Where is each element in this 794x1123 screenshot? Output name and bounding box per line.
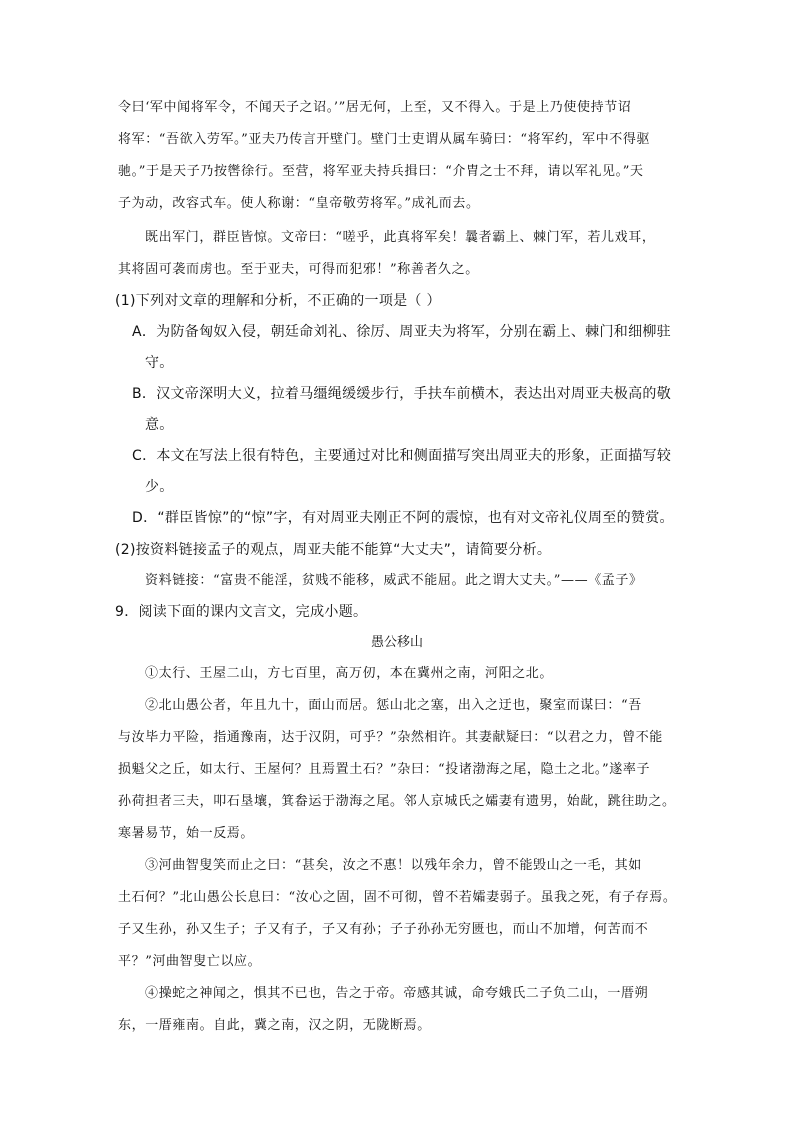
- option-c-cont: 少。: [145, 479, 174, 495]
- paragraph-2-line: 与汝毕力平险，指通豫南，达于汉阴，可乎？”杂然相许。其妻献疑曰：“以君之力，曾不能: [118, 730, 663, 745]
- passage-line: 既出军门，群臣皆惊。文帝曰：“嗟乎，此真将军矣！曩者霸上、棘门军，若儿戏耳，: [145, 230, 656, 245]
- paragraph-2: ②北山愚公者，年且九十，面山而居。惩山北之塞，出入之迂也，聚室而谋曰：“吾: [145, 698, 642, 713]
- paragraph-3-line: 子又生孙，孙又生子；子又有子，子又有孙；子子孙孙无穷匮也，而山不加增，何苦而不: [118, 922, 649, 937]
- paragraph-2-line: 孙荷担者三夫，叩石垦壤，箕畚运于渤海之尾。邻人京城氏之孀妻有遗男，始龀，跳往助之。: [118, 794, 676, 809]
- option-d: D．“群臣皆惊”的“惊”字，有对周亚夫刚正不阿的震惊，也有对文帝礼仪周至的赞赏。: [132, 510, 674, 526]
- question-stem: 9．阅读下面的课内文言文，完成小题。: [115, 604, 368, 620]
- paragraph-3-line: 土石何？”北山愚公长息曰：“汝心之固，固不可彻，曾不若孀妻弱子。虽我之死，有子存焉。: [118, 890, 677, 905]
- paragraph-4: ④操蛇之神闻之，惧其不已也，告之于帝。帝感其诚，命夸娥氏二子负二山，一厝朔: [145, 986, 649, 1001]
- option-c: C．本文在写法上很有特色，主要通过对比和侧面描写突出周亚夫的形象，正面描写较: [132, 448, 672, 464]
- question-stem: (2)按资料链接孟子的观点，周亚夫能不能算“大丈夫”，请简要分析。: [115, 542, 552, 558]
- passage-line: 子为动，改容式车。使人称谢：“皇帝敬劳将军。”成礼而去。: [118, 196, 480, 211]
- passage-line: 将军：“吾欲入劳军。”亚夫乃传言开壁门。壁门士吏谓从属车骑曰：“将军约，军中不得驱: [118, 132, 651, 147]
- passage-line: 令曰‘军中闻将军令，不闻天子之诏。’”居无何，上至，又不得入。于是上乃使使持节诏: [118, 100, 632, 115]
- option-a-cont: 守。: [145, 355, 174, 371]
- material-link: 资料链接：“富贵不能淫，贫贱不能移，威武不能屈。此之谓大丈夫。”——《孟子》: [145, 573, 643, 588]
- passage-line: 其将固可袭而虏也。至于亚夫，可得而犯邪！”称善者久之。: [118, 262, 479, 277]
- paragraph-2-line: 寒暑易节，始一反焉。: [118, 826, 255, 841]
- option-b: B．汉文帝深明大义，拉着马缰绳缓缓步行，手扶车前横木，表达出对周亚夫极高的敬: [132, 386, 672, 402]
- option-a: A．为防备匈奴入侵，朝廷命刘礼、徐厉、周亚夫为将军，分别在霸上、棘门和细柳驻: [132, 324, 671, 340]
- paragraph-4-line: 东，一厝雍南。自此，冀之南，汉之阴，无陇断焉。: [118, 1018, 431, 1033]
- passage-line: 驰。”于是天子乃按辔徐行。至营，将军亚夫持兵揖曰：“介胄之士不拜，请以军礼见。”天: [118, 164, 644, 179]
- passage-title: 愚公移山: [370, 635, 423, 650]
- paragraph-2-line: 损魁父之丘，如太行、王屋何？且焉置土石？”杂曰：“投诸渤海之尾，隐土之北。”遂率子: [118, 762, 651, 777]
- question-stem: (1)下列对文章的理解和分析，不正确的一项是（ ）: [115, 293, 441, 309]
- paragraph-3-line: 平？”河曲智叟亡以应。: [118, 954, 262, 969]
- paragraph-1: ①太行、王屋二山，方七百里，高万仞，本在冀州之南，河阳之北。: [145, 666, 554, 681]
- option-b-cont: 意。: [145, 417, 174, 433]
- paragraph-3: ③河曲智叟笑而止之曰：“甚矣，汝之不惠！以残年余力，曾不能毁山之一毛，其如: [145, 858, 642, 873]
